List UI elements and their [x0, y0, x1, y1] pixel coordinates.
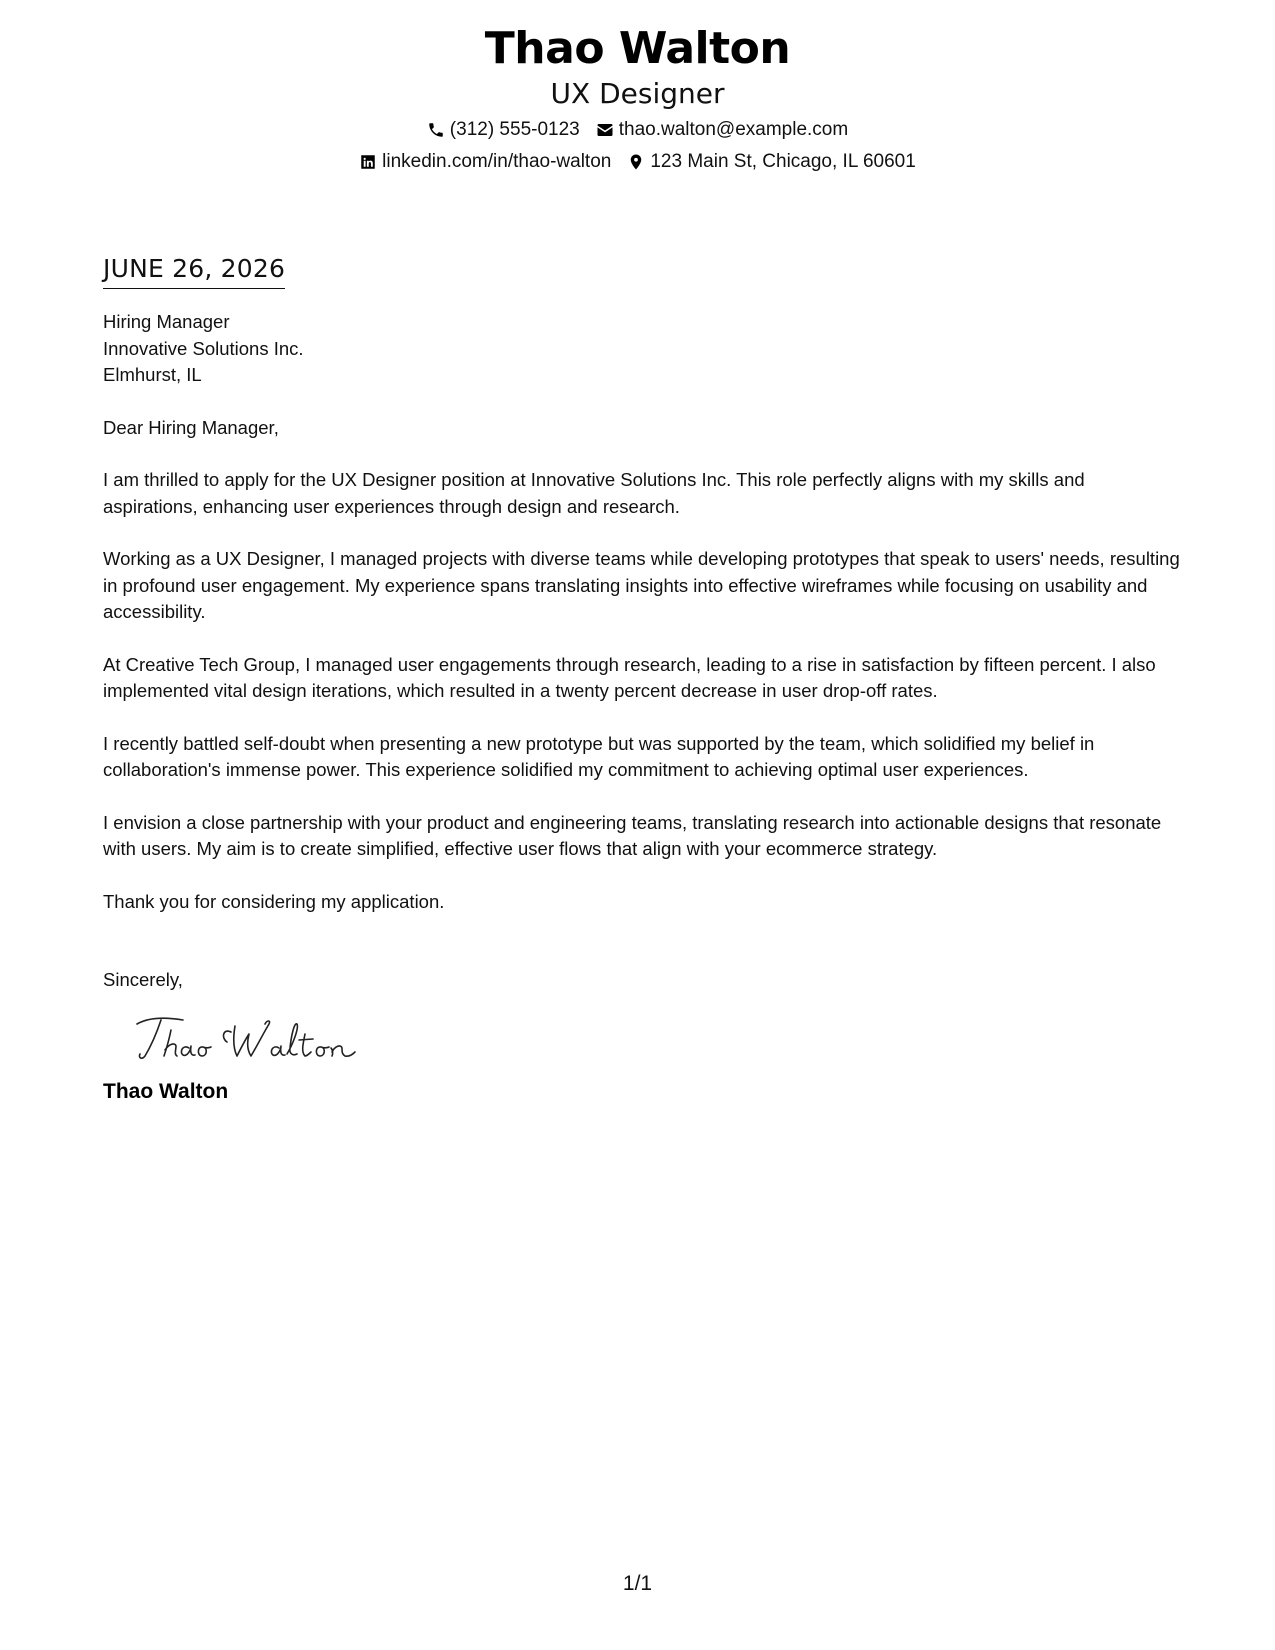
applicant-title: UX Designer [550, 77, 725, 110]
recipient-block [103, 309, 1183, 389]
contact-email [596, 118, 848, 142]
linkedin-text: linkedin.com/in/thao-walton [382, 151, 612, 172]
letter-date: JUNE 26, 2026 [103, 252, 285, 289]
phone-text: (312) 555-0123 [449, 119, 580, 140]
recipient-line: Hiring Manager [103, 311, 230, 332]
map-marker-icon [627, 153, 645, 171]
body-paragraph: I recently battled self-doubt when presenting a new prototype but was supported by the team, which solidified my belief in collaboration's immense power. This experience solidified my commitment to achieving optimal user experiences. [103, 732, 1095, 780]
email-text: thao.walton@example.com [618, 119, 849, 140]
body-paragraph: I envision a close partnership with your product and engineering teams, translating research into actionable designs that resonate with users. My aim is to create simplified, effective user flows that align with your ecommerce strategy. [103, 811, 1162, 859]
handwritten-signature [131, 1008, 371, 1070]
body-paragraph: At Creative Tech Group, I managed user engagements through research, leading to a rise in satisfaction by fifteen percent. I also implemented vital design iterations, which resulted in a twenty percent decrease in user drop-off rates. [103, 653, 1156, 701]
address-text: 123 Main St, Chicago, IL 60601 [650, 151, 916, 172]
closing: Sincerely, [103, 969, 183, 990]
recipient-line: Innovative Solutions Inc. [103, 337, 304, 359]
body-paragraph: Thank you for considering my application. [103, 890, 445, 912]
page-number: 1/1 [622, 1572, 653, 1595]
contact-row-primary [0, 118, 1275, 142]
recipient-line: Elmhurst, IL [103, 364, 202, 385]
signer-name: Thao Walton [103, 1079, 229, 1103]
salutation: Dear Hiring Manager, [103, 416, 279, 438]
contact-phone [427, 118, 580, 142]
letter-header [0, 22, 1275, 174]
contact-linkedin [359, 150, 611, 174]
envelope-icon [596, 121, 614, 139]
body-paragraph: Working as a UX Designer, I managed projects with diverse teams while developing prototypes that speak to users' needs, resulting in profound user engagement. My experience spans translating insights into effective wireframes while focusing on usability and accessibility. [103, 548, 1180, 622]
applicant-name: Thao Walton [484, 23, 791, 74]
body-paragraph: I am thrilled to apply for the UX Designer position at Innovative Solutions Inc. This role perfectly aligns with my skills and aspirations, enhancing user experiences through design and research. [103, 469, 1085, 517]
letter-body [103, 252, 1183, 1106]
contact-row-secondary [0, 150, 1275, 174]
phone-icon [427, 121, 445, 139]
contact-address [627, 150, 915, 174]
linkedin-icon [359, 153, 377, 171]
